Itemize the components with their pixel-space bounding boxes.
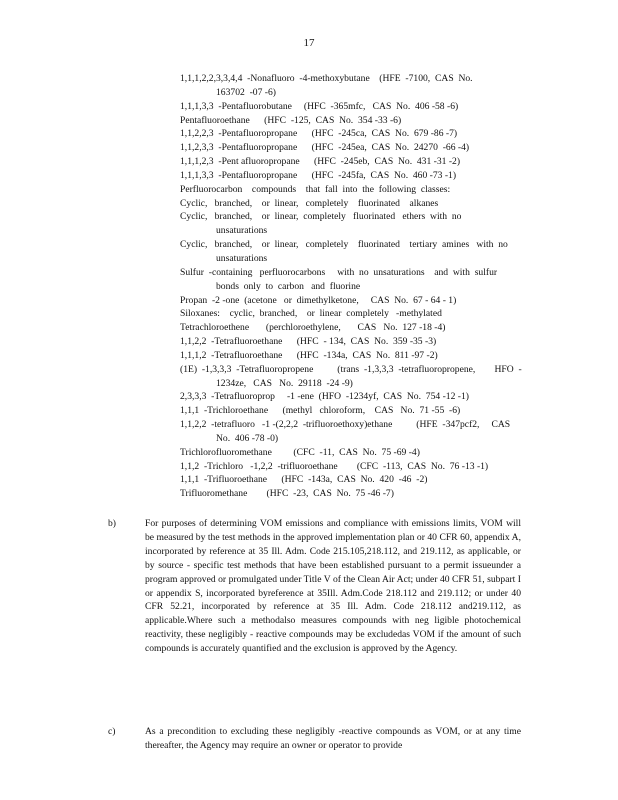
compound-entry (180, 210, 540, 238)
compound-entry-text: 1,1,2,2 -Tetrafluoroethane (HFC - 134, CAS No. 359 -35 -3) (180, 336, 437, 348)
compound-entry (180, 197, 540, 211)
compound-entry (180, 155, 540, 169)
compound-entry-text: (1E) -1,3,3,3 -Tetrafluoropropene (trans -1,3,3,3 -tetrafluoropropene, HFO - (180, 363, 522, 375)
paragraph-b-text: For purposes of determining VOM emissions and compliance with emissions limits, VOM will be measured by the test methods in the approved implementation plan or 40 CFR 60, appendix A, incorporated by reference at 35 Ill. Adm. Code 215.105,218.112, and 219.112, as applicable, or by source - specific test methods that have been established pursuant to a permit issueunder a program approved or promulgated under Title V of the Clean Air Act; under 40 CFR 51, subpart I or appendix S, incorporated byreference at 35Ill. Adm.Code 218.112 and 219.112; or under 40 CFR 52.21, incorporated by reference at 35 Ill. Adm. Code 218.112 and219.112, as applicable.Where such a methodalso measures compounds with neg ligible photochemical reactivity, these negligibly - reactive compounds may be excludedas VOM if the amount of such compounds is accurately quantified and the exclusion is approved by the Agency. (145, 518, 521, 655)
compound-entry-text: 1,1,1,2,3 -Pent afluoropropane (HFC -245eb, CAS No. 431 -31 -2) (180, 156, 461, 168)
compound-entry (180, 335, 540, 349)
compound-entry (180, 321, 540, 335)
compound-entry (180, 169, 540, 183)
page-number: 17 (303, 37, 315, 49)
compound-entry-text: Cyclic, branched, or linear, completely fluorinated alkanes (180, 197, 439, 209)
compound-entry-text: 1,1,2,2 -tetrafluoro -1 -(2,2,2 -trifluoroethoxy)ethane (HFE -347pcf2, CAS (180, 419, 511, 431)
compound-entry (180, 390, 540, 404)
compound-entry-text: 1,1,2,2,3 -Pentafluoropropane (HFC -245ca, CAS No. 679 -86 -7) (180, 128, 458, 140)
compound-entry-continuation: unsaturations (216, 252, 268, 264)
compound-entry (180, 307, 540, 321)
compound-entry-text: 1,1,1,3,3 -Pentafluoropropane (HFC -245fa, CAS No. 460 -73 -1) (180, 169, 457, 181)
compound-entry-text: Sulfur -containing perfluorocarbons with no unsaturations and with sulfur (180, 266, 498, 278)
compound-entry-text: Perfluorocarbon compounds that fall into the following classes: (180, 183, 451, 195)
compound-entry (180, 114, 540, 128)
compound-entry-text: 1,1,2,3,3 -Pentafluoropropane (HFC -245ea, CAS No. 24270 -66 -4) (180, 142, 470, 154)
compound-entry-text: 1,1,2 -Trichloro -1,2,2 -trifluoroethane (CFC -113, CAS No. 76 -13 -1) (180, 460, 489, 472)
paragraph-c-label: c) (108, 726, 116, 737)
compound-entry-text: Propan -2 -one (acetone or dimethylketone, CAS No. 67 - 64 - 1) (180, 294, 457, 306)
compound-entry (180, 460, 540, 474)
compound-entry (180, 238, 540, 266)
compound-entry-text: Tetrachloroethene (perchloroethylene, CAS No. 127 -18 -4) (180, 322, 446, 334)
compound-entry (180, 363, 540, 391)
compound-entry (180, 404, 540, 418)
compound-entry (180, 266, 540, 294)
compound-entry (180, 183, 540, 197)
compound-entry-continuation: 163702 -07 -6) (216, 86, 276, 98)
compound-entry-text: Trichlorofluoromethane (CFC -11, CAS No. 75 -69 -4) (180, 446, 420, 458)
compound-entry-text: Siloxanes: cyclic, branched, or linear completely -methylated (180, 308, 442, 320)
compound-entry (180, 446, 540, 460)
compound-entry (180, 349, 540, 363)
compound-entry (180, 294, 540, 308)
compound-entry (180, 100, 540, 114)
compound-entry (180, 72, 540, 100)
compound-entry-continuation: No. 406 -78 -0) (216, 432, 279, 444)
compound-entry (180, 487, 540, 501)
paragraph-c-text: As a precondition to excluding these negligibly -reactive compounds as VOM, or at any time thereafter, the Agency may require an owner or operator to provide (145, 726, 521, 751)
compound-entry-text: Trifluoromethane (HFC -23, CAS No. 75 -46 -7) (180, 488, 394, 500)
compound-entry-continuation: bonds only to carbon and fluorine (216, 280, 361, 292)
compound-entry-text: 2,3,3,3 -Tetrafluoroprop -1 -ene (HFO -1234yf, CAS No. 754 -12 -1) (180, 391, 469, 403)
compound-entry-text: 1,1,1,2,2,3,3,4,4 -Nonafluoro -4-methoxybutane (HFE -7100, CAS No. (180, 73, 473, 84)
compound-entry (180, 473, 540, 487)
compound-entry-continuation: 1234ze, CAS No. 29118 -24 -9) (216, 377, 353, 389)
compound-entry-text: Cyclic, branched, or linear, completely fluorinated ethers with no (180, 211, 462, 223)
compound-entry-text: 1,1,1 -Trifluoroethane (HFC -143a, CAS No. 420 -46 -2) (180, 474, 428, 486)
compound-entry-text: 1,1,1,2 -Tetrafluoroethane (HFC -134a, CAS No. 811 -97 -2) (180, 349, 438, 361)
compound-list (180, 72, 540, 501)
compound-entry-text: Cyclic, branched, or linear, completely fluorinated tertiary amines with no (180, 239, 508, 251)
compound-entry (180, 127, 540, 141)
paragraph-b-label: b) (108, 518, 116, 529)
compound-entry-continuation: unsaturations (216, 225, 268, 237)
compound-entry (180, 141, 540, 155)
compound-entry-text: 1,1,1,3,3 -Pentafluorobutane (HFC -365mfc, CAS No. 406 -58 -6) (180, 100, 459, 112)
compound-entry-text: 1,1,1 -Trichloroethane (methyl chloroform, CAS No. 71 -55 -6) (180, 405, 461, 417)
compound-entry (180, 418, 540, 446)
compound-entry-text: Pentafluoroethane (HFC -125, CAS No. 354 -33 -6) (180, 114, 402, 126)
